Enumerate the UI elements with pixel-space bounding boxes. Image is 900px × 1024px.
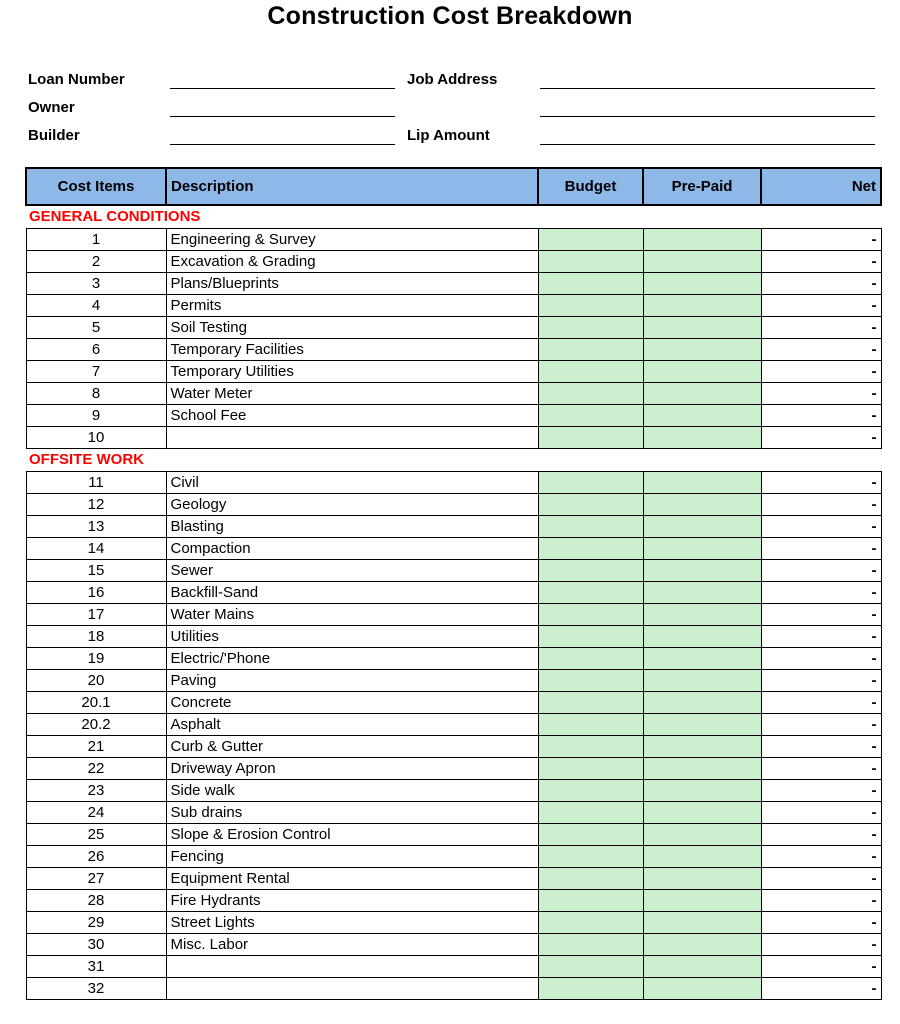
net-cell: - xyxy=(761,515,881,537)
item-description: Backfill-Sand xyxy=(166,581,538,603)
net-cell: - xyxy=(761,250,881,272)
budget-cell[interactable] xyxy=(538,603,643,625)
item-number: 2 xyxy=(26,250,166,272)
prepaid-cell[interactable] xyxy=(643,933,761,955)
prepaid-cell[interactable] xyxy=(643,250,761,272)
form-row xyxy=(28,61,875,89)
budget-cell[interactable] xyxy=(538,404,643,426)
budget-cell[interactable] xyxy=(538,625,643,647)
net-cell: - xyxy=(761,294,881,316)
job-address-field[interactable] xyxy=(540,69,875,89)
item-number: 29 xyxy=(26,911,166,933)
cost-row xyxy=(26,911,881,933)
prepaid-cell[interactable] xyxy=(643,889,761,911)
cost-row xyxy=(26,691,881,713)
item-number: 13 xyxy=(26,515,166,537)
budget-cell[interactable] xyxy=(538,889,643,911)
item-description: Water Meter xyxy=(166,382,538,404)
loan-number-label: Loan Number xyxy=(28,71,125,88)
net-cell: - xyxy=(761,603,881,625)
item-number: 5 xyxy=(26,316,166,338)
cost-row xyxy=(26,779,881,801)
item-number: 22 xyxy=(26,757,166,779)
item-number: 26 xyxy=(26,845,166,867)
net-cell: - xyxy=(761,735,881,757)
budget-cell[interactable] xyxy=(538,559,643,581)
budget-cell[interactable] xyxy=(538,250,643,272)
budget-cell[interactable] xyxy=(538,493,643,515)
item-description: Equipment Rental xyxy=(166,867,538,889)
cost-row xyxy=(26,955,881,977)
form-row xyxy=(28,117,875,145)
net-cell: - xyxy=(761,559,881,581)
cost-row xyxy=(26,867,881,889)
job-address-field-2[interactable] xyxy=(540,97,875,117)
prepaid-cell[interactable] xyxy=(643,911,761,933)
net-cell: - xyxy=(761,360,881,382)
cost-row xyxy=(26,603,881,625)
item-description: Sub drains xyxy=(166,801,538,823)
budget-cell[interactable] xyxy=(538,228,643,250)
section-title: OFFSITE WORK xyxy=(26,448,881,471)
budget-cell[interactable] xyxy=(538,426,643,448)
budget-cell[interactable] xyxy=(538,735,643,757)
cost-row xyxy=(26,625,881,647)
cost-breakdown-table xyxy=(25,167,882,1000)
item-description: Temporary Utilities xyxy=(166,360,538,382)
section-title: GENERAL CONDITIONS xyxy=(26,205,881,228)
cost-table-body xyxy=(26,205,881,999)
prepaid-cell[interactable] xyxy=(643,779,761,801)
prepaid-cell[interactable] xyxy=(643,757,761,779)
cost-row xyxy=(26,647,881,669)
cost-row xyxy=(26,294,881,316)
net-cell: - xyxy=(761,625,881,647)
item-number: 24 xyxy=(26,801,166,823)
prepaid-cell[interactable] xyxy=(643,823,761,845)
prepaid-cell[interactable] xyxy=(643,867,761,889)
net-cell: - xyxy=(761,228,881,250)
budget-cell[interactable] xyxy=(538,845,643,867)
cost-row xyxy=(26,471,881,493)
net-cell: - xyxy=(761,493,881,515)
cost-row xyxy=(26,272,881,294)
item-description: Fire Hydrants xyxy=(166,889,538,911)
cost-row xyxy=(26,382,881,404)
item-number: 1 xyxy=(26,228,166,250)
prepaid-cell[interactable] xyxy=(643,426,761,448)
cost-row xyxy=(26,581,881,603)
prepaid-cell[interactable] xyxy=(643,338,761,360)
budget-cell[interactable] xyxy=(538,823,643,845)
net-cell: - xyxy=(761,581,881,603)
budget-cell[interactable] xyxy=(538,801,643,823)
prepaid-cell[interactable] xyxy=(643,713,761,735)
item-description: Electric/'Phone xyxy=(166,647,538,669)
cost-row xyxy=(26,735,881,757)
item-description xyxy=(166,977,538,999)
prepaid-cell[interactable] xyxy=(643,955,761,977)
budget-cell[interactable] xyxy=(538,713,643,735)
prepaid-cell[interactable] xyxy=(643,625,761,647)
net-cell: - xyxy=(761,757,881,779)
item-description: Plans/Blueprints xyxy=(166,272,538,294)
net-cell: - xyxy=(761,338,881,360)
prepaid-cell[interactable] xyxy=(643,581,761,603)
builder-field[interactable] xyxy=(170,125,395,145)
item-description: Temporary Facilities xyxy=(166,338,538,360)
cost-row xyxy=(26,713,881,735)
budget-cell[interactable] xyxy=(538,515,643,537)
loan-number-field[interactable] xyxy=(170,69,395,89)
cost-row xyxy=(26,537,881,559)
item-description: Driveway Apron xyxy=(166,757,538,779)
item-number: 23 xyxy=(26,779,166,801)
net-cell: - xyxy=(761,779,881,801)
cost-row xyxy=(26,404,881,426)
prepaid-cell[interactable] xyxy=(643,471,761,493)
item-description: Misc. Labor xyxy=(166,933,538,955)
item-number: 6 xyxy=(26,338,166,360)
cost-row xyxy=(26,823,881,845)
net-cell: - xyxy=(761,911,881,933)
budget-cell[interactable] xyxy=(538,669,643,691)
job-address-label: Job Address xyxy=(407,71,498,88)
budget-cell[interactable] xyxy=(538,294,643,316)
net-cell: - xyxy=(761,823,881,845)
prepaid-cell[interactable] xyxy=(643,537,761,559)
net-cell: - xyxy=(761,669,881,691)
net-cell: - xyxy=(761,647,881,669)
item-number: 15 xyxy=(26,559,166,581)
cost-row xyxy=(26,977,881,999)
net-cell: - xyxy=(761,977,881,999)
cost-row xyxy=(26,757,881,779)
item-description: Compaction xyxy=(166,537,538,559)
item-number: 18 xyxy=(26,625,166,647)
prepaid-cell[interactable] xyxy=(643,801,761,823)
prepaid-cell[interactable] xyxy=(643,647,761,669)
item-number: 30 xyxy=(26,933,166,955)
item-number: 20.2 xyxy=(26,713,166,735)
item-description: Utilities xyxy=(166,625,538,647)
prepaid-cell[interactable] xyxy=(643,404,761,426)
net-cell: - xyxy=(761,537,881,559)
section-header-row xyxy=(26,448,881,471)
net-cell: - xyxy=(761,471,881,493)
item-description: Fencing xyxy=(166,845,538,867)
item-number: 21 xyxy=(26,735,166,757)
net-cell: - xyxy=(761,889,881,911)
item-description: Geology xyxy=(166,493,538,515)
net-cell: - xyxy=(761,933,881,955)
net-cell: - xyxy=(761,867,881,889)
lip-amount-label: Lip Amount xyxy=(407,127,490,144)
item-number: 17 xyxy=(26,603,166,625)
prepaid-cell[interactable] xyxy=(643,691,761,713)
prepaid-cell[interactable] xyxy=(643,603,761,625)
item-description: Blasting xyxy=(166,515,538,537)
page-title: Construction Cost Breakdown xyxy=(267,2,633,30)
item-description: Concrete xyxy=(166,691,538,713)
item-number: 31 xyxy=(26,955,166,977)
budget-cell[interactable] xyxy=(538,581,643,603)
column-header-pre-paid: Pre-Paid xyxy=(643,168,761,205)
cost-row xyxy=(26,515,881,537)
item-description: School Fee xyxy=(166,404,538,426)
budget-cell[interactable] xyxy=(538,911,643,933)
item-number: 4 xyxy=(26,294,166,316)
item-number: 7 xyxy=(26,360,166,382)
owner-label: Owner xyxy=(28,99,75,116)
net-cell: - xyxy=(761,316,881,338)
cost-row xyxy=(26,338,881,360)
budget-cell[interactable] xyxy=(538,867,643,889)
cost-row xyxy=(26,228,881,250)
item-number: 12 xyxy=(26,493,166,515)
item-description: Sewer xyxy=(166,559,538,581)
prepaid-cell[interactable] xyxy=(643,316,761,338)
net-cell: - xyxy=(761,404,881,426)
column-header-cost-items: Cost Items xyxy=(26,168,166,205)
net-cell: - xyxy=(761,713,881,735)
budget-cell[interactable] xyxy=(538,382,643,404)
item-number: 19 xyxy=(26,647,166,669)
cost-row xyxy=(26,426,881,448)
cost-row xyxy=(26,316,881,338)
builder-label: Builder xyxy=(28,127,80,144)
cost-row xyxy=(26,933,881,955)
budget-cell[interactable] xyxy=(538,272,643,294)
item-description: Slope & Erosion Control xyxy=(166,823,538,845)
budget-cell[interactable] xyxy=(538,691,643,713)
cost-row xyxy=(26,360,881,382)
item-description: Paving xyxy=(166,669,538,691)
item-number: 14 xyxy=(26,537,166,559)
prepaid-cell[interactable] xyxy=(643,272,761,294)
item-description: Asphalt xyxy=(166,713,538,735)
item-number: 10 xyxy=(26,426,166,448)
column-header-net: Net xyxy=(761,168,881,205)
item-description: Engineering & Survey xyxy=(166,228,538,250)
budget-cell[interactable] xyxy=(538,537,643,559)
budget-cell[interactable] xyxy=(538,779,643,801)
table-header-row xyxy=(26,168,881,205)
cost-row xyxy=(26,669,881,691)
section-header-row xyxy=(26,205,881,228)
item-number: 32 xyxy=(26,977,166,999)
lip-amount-field[interactable] xyxy=(540,125,875,145)
item-number: 28 xyxy=(26,889,166,911)
budget-cell[interactable] xyxy=(538,933,643,955)
prepaid-cell[interactable] xyxy=(643,294,761,316)
budget-cell[interactable] xyxy=(538,360,643,382)
budget-cell[interactable] xyxy=(538,316,643,338)
item-description: Soil Testing xyxy=(166,316,538,338)
prepaid-cell[interactable] xyxy=(643,515,761,537)
net-cell: - xyxy=(761,955,881,977)
form-row xyxy=(28,89,875,117)
item-number: 8 xyxy=(26,382,166,404)
cost-row xyxy=(26,250,881,272)
column-header-description: Description xyxy=(166,168,538,205)
item-description: Curb & Gutter xyxy=(166,735,538,757)
owner-field[interactable] xyxy=(170,97,395,117)
cost-row xyxy=(26,493,881,515)
item-description: Permits xyxy=(166,294,538,316)
item-number: 3 xyxy=(26,272,166,294)
item-number: 11 xyxy=(26,471,166,493)
item-number: 20.1 xyxy=(26,691,166,713)
column-header-budget: Budget xyxy=(538,168,643,205)
item-number: 25 xyxy=(26,823,166,845)
cost-row xyxy=(26,845,881,867)
prepaid-cell[interactable] xyxy=(643,493,761,515)
item-description: Street Lights xyxy=(166,911,538,933)
budget-cell[interactable] xyxy=(538,757,643,779)
item-number: 20 xyxy=(26,669,166,691)
budget-cell[interactable] xyxy=(538,471,643,493)
net-cell: - xyxy=(761,845,881,867)
item-description: Civil xyxy=(166,471,538,493)
cost-row xyxy=(26,801,881,823)
net-cell: - xyxy=(761,801,881,823)
net-cell: - xyxy=(761,691,881,713)
budget-cell[interactable] xyxy=(538,977,643,999)
prepaid-cell[interactable] xyxy=(643,559,761,581)
budget-cell[interactable] xyxy=(538,955,643,977)
prepaid-cell[interactable] xyxy=(643,228,761,250)
net-cell: - xyxy=(761,272,881,294)
net-cell: - xyxy=(761,426,881,448)
budget-cell[interactable] xyxy=(538,647,643,669)
item-description xyxy=(166,426,538,448)
prepaid-cell[interactable] xyxy=(643,360,761,382)
cost-row xyxy=(26,559,881,581)
prepaid-cell[interactable] xyxy=(643,845,761,867)
blank-label xyxy=(405,116,540,117)
item-description: Water Mains xyxy=(166,603,538,625)
item-description: Excavation & Grading xyxy=(166,250,538,272)
net-cell: - xyxy=(761,382,881,404)
budget-cell[interactable] xyxy=(538,338,643,360)
prepaid-cell[interactable] xyxy=(643,669,761,691)
item-number: 9 xyxy=(26,404,166,426)
item-description xyxy=(166,955,538,977)
prepaid-cell[interactable] xyxy=(643,977,761,999)
cost-row xyxy=(26,889,881,911)
item-number: 27 xyxy=(26,867,166,889)
form-area xyxy=(28,61,875,145)
item-number: 16 xyxy=(26,581,166,603)
item-description: Side walk xyxy=(166,779,538,801)
prepaid-cell[interactable] xyxy=(643,382,761,404)
prepaid-cell[interactable] xyxy=(643,735,761,757)
